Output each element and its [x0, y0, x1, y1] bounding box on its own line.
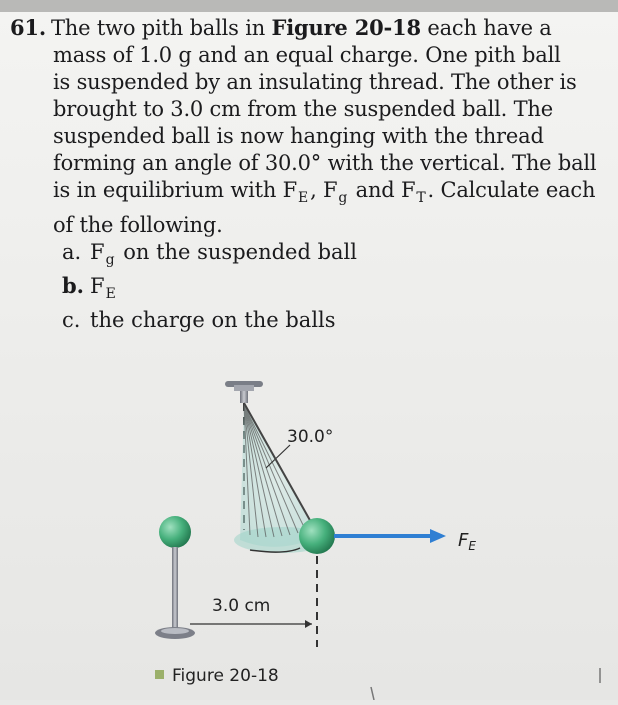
problem-number: 61. — [10, 15, 46, 40]
item-text: F — [90, 240, 105, 264]
page-mark — [371, 687, 374, 700]
figure-reference: Figure 20-18 — [271, 15, 421, 40]
caption-marker — [155, 670, 164, 679]
problem-line-4: brought to 3.0 cm from the suspended ball. The — [53, 97, 553, 121]
problem-text: . Calculate each — [427, 178, 596, 202]
problem-line-1 — [10, 14, 610, 42]
subscript: E — [298, 190, 309, 206]
item-text: on the suspended ball — [116, 240, 357, 264]
item-text: the charge on the balls — [90, 308, 336, 332]
figure-caption — [155, 666, 279, 686]
item-text: F — [90, 274, 105, 298]
problem-text: and F — [349, 178, 416, 202]
figure-20-18 — [0, 365, 618, 700]
angle-label: 30.0° — [287, 427, 334, 447]
item-c — [10, 307, 610, 333]
item-letter: a. — [62, 240, 82, 264]
subscript: T — [416, 190, 426, 206]
problem-line-5: suspended ball is now hanging with the thread — [53, 124, 544, 148]
problem-text: The two pith balls in — [51, 16, 272, 40]
item-a — [10, 239, 610, 273]
force-label: $F_E$ — [458, 530, 476, 553]
item-letter: c. — [62, 308, 81, 332]
top-edge — [0, 0, 618, 12]
problem-61 — [10, 14, 610, 333]
problem-line-2: mass of 1.0 g and an equal charge. One pith ball — [53, 43, 561, 67]
insulating-stand-rod — [172, 547, 178, 632]
item-letter: b. — [62, 273, 84, 298]
problem-text: each have a — [420, 16, 552, 40]
fixed-pith-ball — [159, 516, 191, 548]
subscript: g — [338, 190, 348, 206]
suspended-pith-ball — [299, 518, 335, 554]
subscript: E — [105, 286, 116, 302]
problem-line-6: forming an angle of 30.0° with the vertical. The ball — [53, 151, 597, 175]
arrow-head — [430, 529, 446, 543]
subscript: g — [105, 252, 115, 268]
distance-label: 3.0 cm — [212, 596, 271, 616]
problem-line-3: is suspended by an insulating thread. The other is — [53, 70, 577, 94]
caption-text: Figure 20-18 — [172, 666, 279, 686]
item-b — [10, 273, 610, 307]
problem-line-8: of the following. — [53, 213, 223, 237]
problem-line-7 — [10, 177, 610, 212]
problem-text: , F — [310, 178, 338, 202]
ceiling-mount — [225, 381, 263, 403]
problem-text: is in equilibrium with F — [53, 178, 298, 202]
pith-ball-diagram — [0, 365, 618, 700]
